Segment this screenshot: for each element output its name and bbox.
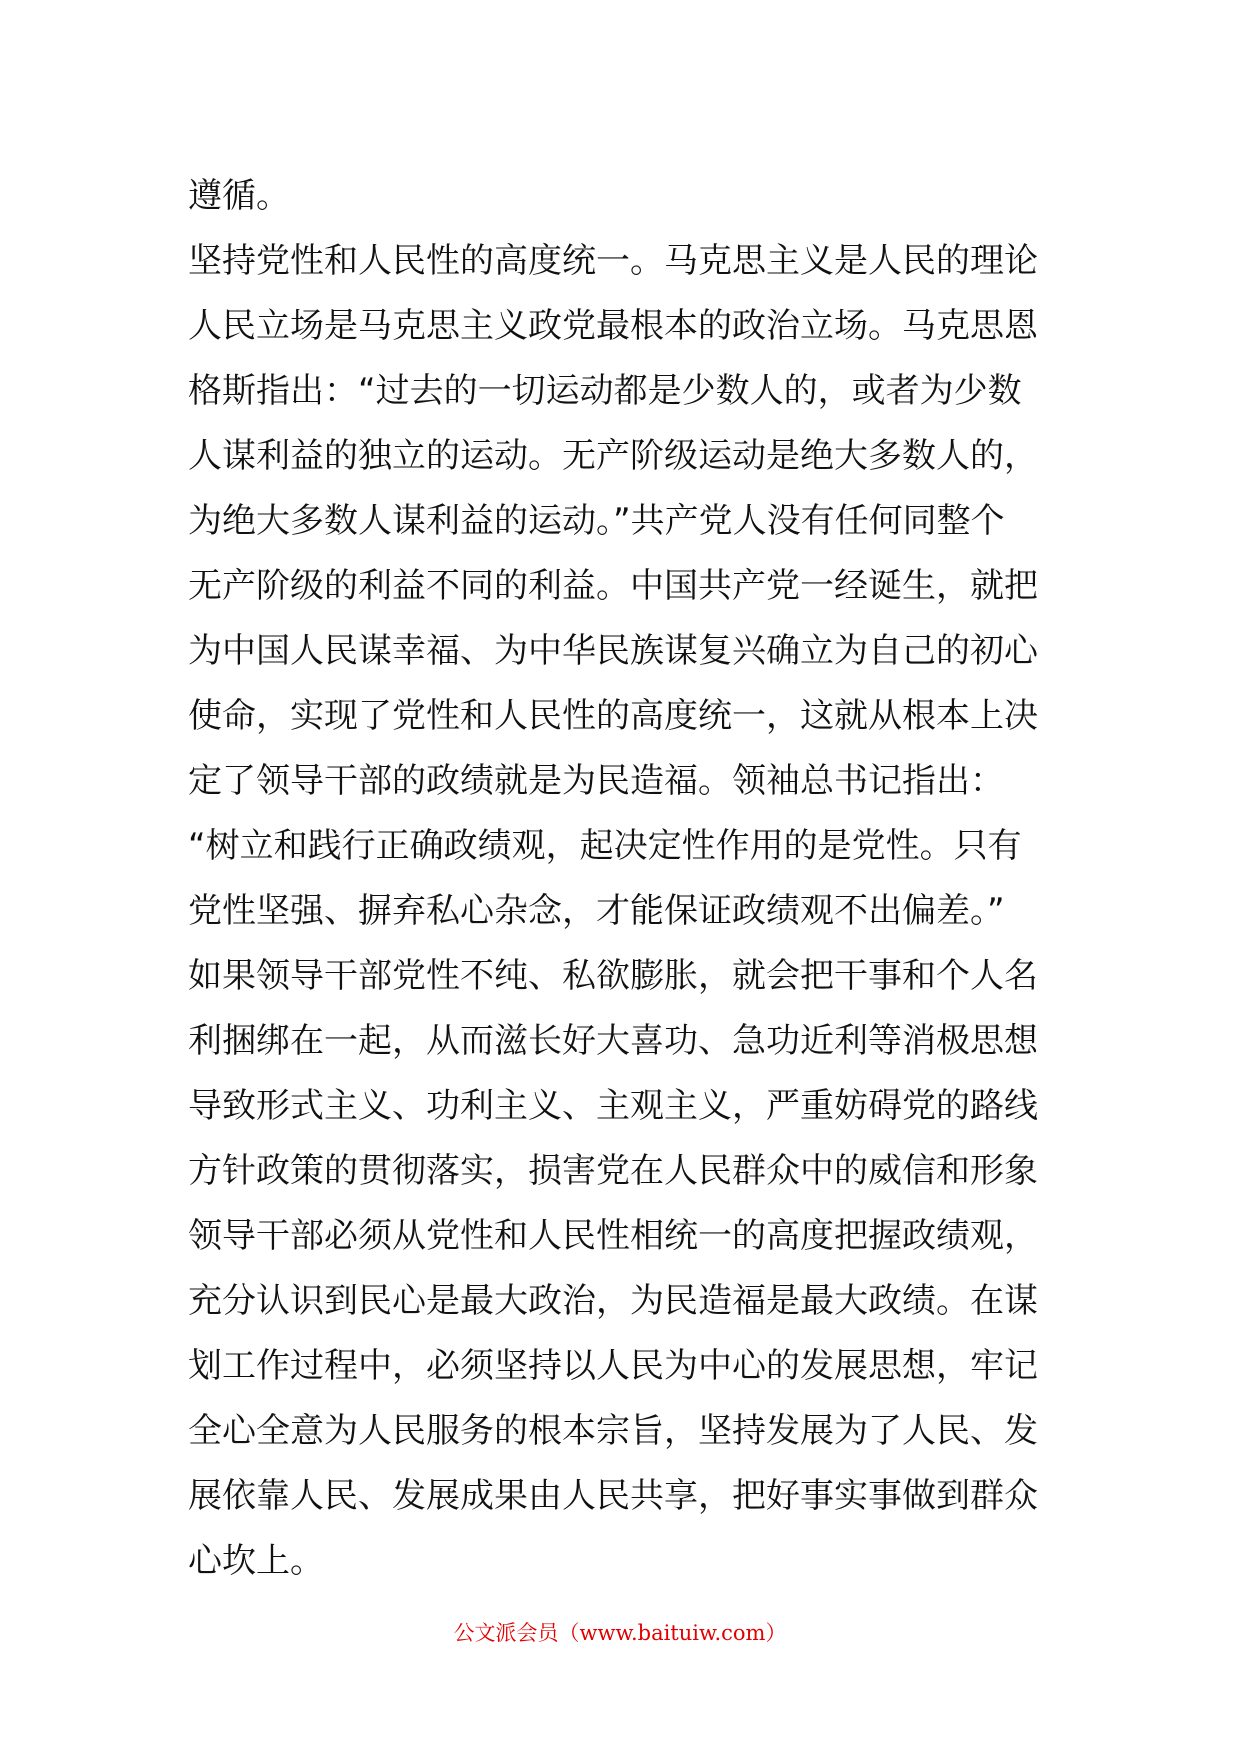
text-line: 导致形式主义、功利主义、主观主义，严重妨碍党的路线: [188, 1086, 1038, 1126]
text-line: “树立和践行正确政绩观，起决定性作用的是党性。只有: [188, 826, 1022, 866]
text-line: 为绝大多数人谋利益的运动。”共产党人没有任何同整个: [188, 501, 1005, 541]
text-line: 人谋利益的独立的运动。无产阶级运动是绝大多数人的，: [188, 436, 1038, 476]
footer-watermark: 公文派会员（www.baituiw.com）: [453, 1621, 787, 1645]
text-line: 全心全意为人民服务的根本宗旨，坚持发展为了人民、发: [188, 1411, 1038, 1451]
text-line: 利捆绑在一起，从而滋长好大喜功、急功近利等消极思想: [188, 1021, 1038, 1061]
text-line: 格斯指出：“过去的一切运动都是少数人的，或者为少数: [188, 371, 1022, 411]
text-line: 人民立场是马克思主义政党最根本的政治立场。马克思恩: [188, 306, 1038, 346]
text-line: 为中国人民谋幸福、为中华民族谋复兴确立为自己的初心: [188, 631, 1038, 671]
text-line: 领导干部必须从党性和人民性相统一的高度把握政绩观，: [188, 1216, 1038, 1256]
text-line: 心坎上。: [188, 1541, 324, 1581]
text-line: 遵循。: [188, 176, 290, 216]
text-line: 党性坚强、摒弃私心杂念，才能保证政绩观不出偏差。”: [188, 891, 1005, 931]
text-line: 展依靠人民、发展成果由人民共享，把好事实事做到群众: [188, 1476, 1038, 1516]
text-line: 使命，实现了党性和人民性的高度统一，这就从根本上决: [188, 696, 1038, 736]
text-line: 划工作过程中，必须坚持以人民为中心的发展思想，牢记: [188, 1346, 1038, 1386]
text-line: 定了领导干部的政绩就是为民造福。领袖总书记指出：: [188, 761, 1004, 801]
text-line: 如果领导干部党性不纯、私欲膨胀，就会把干事和个人名: [188, 956, 1038, 996]
text-line: 坚持党性和人民性的高度统一。马克思主义是人民的理论: [188, 241, 1038, 281]
text-line: 方针政策的贯彻落实，损害党在人民群众中的威信和形象: [188, 1151, 1038, 1191]
text-line: 无产阶级的利益不同的利益。中国共产党一经诞生，就把: [188, 566, 1038, 606]
text-line: 充分认识到民心是最大政治，为民造福是最大政绩。在谋: [188, 1281, 1038, 1321]
body-text: [188, 164, 1068, 1594]
